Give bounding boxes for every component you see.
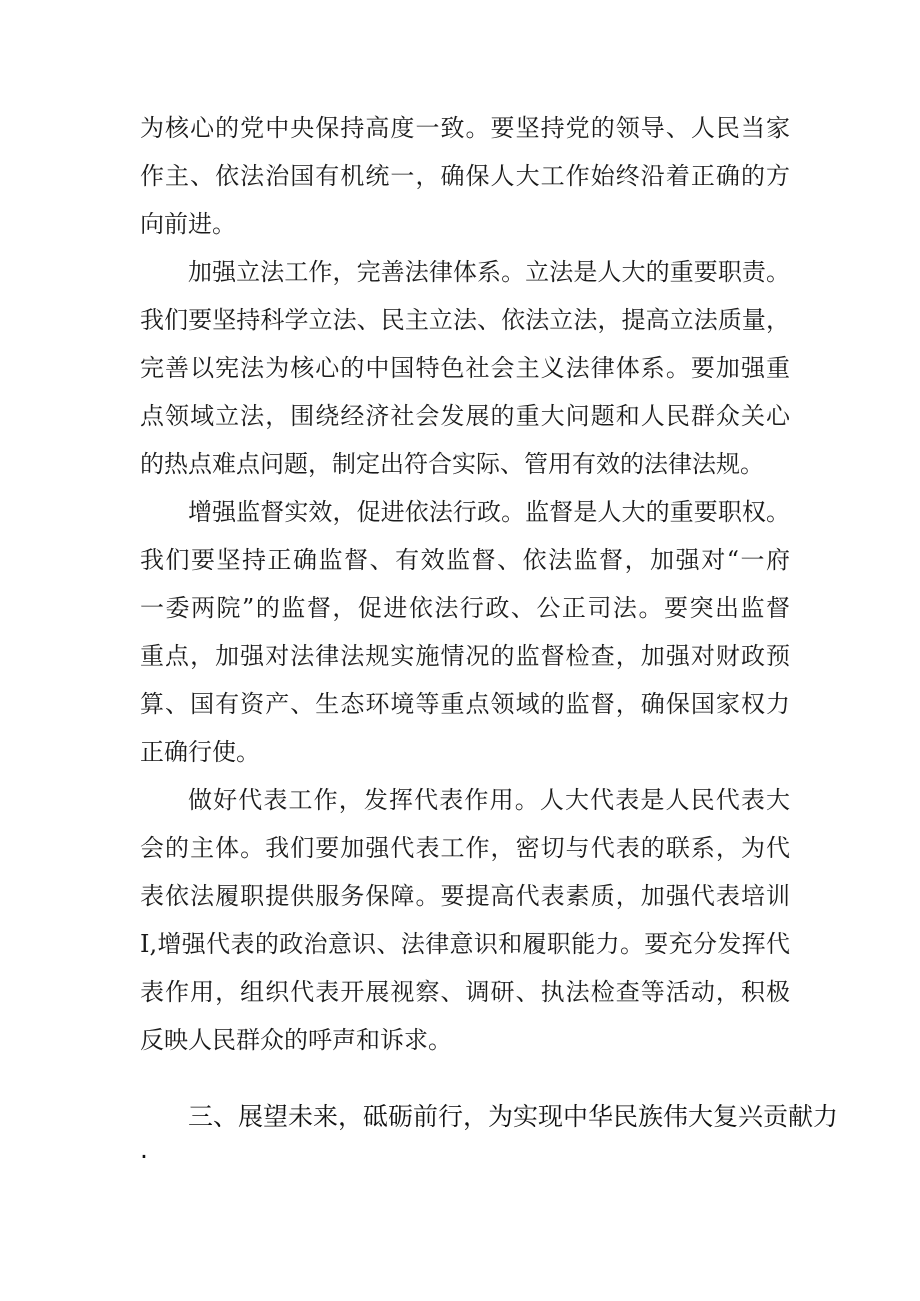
paragraph-line: 的热点难点问题，制定出符合实际、管用有效的法律法规。 [140,450,764,478]
paragraph-line: 算、国有资产、生态环境等重点领域的监督，确保国家权力 [140,690,790,718]
paragraph-line: 完善以宪法为核心的中国特色社会主义法律体系。要加强重 [140,354,790,382]
paragraph-line: 作主、依法治国有机统一，确保人大工作始终沿着正确的方 [140,162,790,190]
paragraph-line: 会的主体。我们要加强代表工作，密切与代表的联系，为代 [140,834,790,862]
document-body [140,104,790,1064]
paragraph-line: 做好代表工作，发挥代表作用。人大代表是人民代表大 [188,786,790,814]
paragraph-line: 表作用，组织代表开展视察、调研、执法检查等活动，积极 [140,978,790,1006]
paragraph-4 [140,776,790,1064]
section-heading-continuation: · [140,1142,148,1171]
paragraph-line: 表依法履职提供服务保障。要提高代表素质，加强代表培训 [140,882,790,910]
paragraph-line: 为核心的党中央保持高度一致。要坚持党的领导、人民当家 [140,114,790,142]
paragraph-line: I,增强代表的政治意识、法律意识和履职能力。要充分发挥代 [140,930,790,958]
paragraph-line: 加强立法工作，完善法律体系。立法是人大的重要职责。 [188,258,790,286]
paragraph-line: 我们要坚持正确监督、有效监督、依法监督，加强对“一府 [140,546,790,574]
paragraph-line: 向前进。 [140,210,236,238]
paragraph-line: 一委两院”的监督，促进依法行政、公正司法。要突出监督 [140,594,790,622]
paragraph-line: 我们要坚持科学立法、民主立法、依法立法，提高立法质量， [140,306,790,334]
paragraph-line: 正确行使。 [140,738,260,766]
paragraph-line: 增强监督实效，促进依法行政。监督是人大的重要职权。 [188,498,790,526]
paragraph-line: 点领域立法，围绕经济社会发展的重大问题和人民群众关心 [140,402,790,430]
paragraph-2 [140,248,790,488]
section-heading: 三、展望未来，砥砺前行，为实现中华民族伟大复兴贡献力 [188,1102,839,1131]
paragraph-line: 重点，加强对法律法规实施情况的监督检查，加强对财政预 [140,642,790,670]
paragraph-1 [140,104,790,248]
paragraph-line: 反映人民群众的呼声和诉求。 [140,1026,452,1054]
paragraph-3 [140,488,790,776]
